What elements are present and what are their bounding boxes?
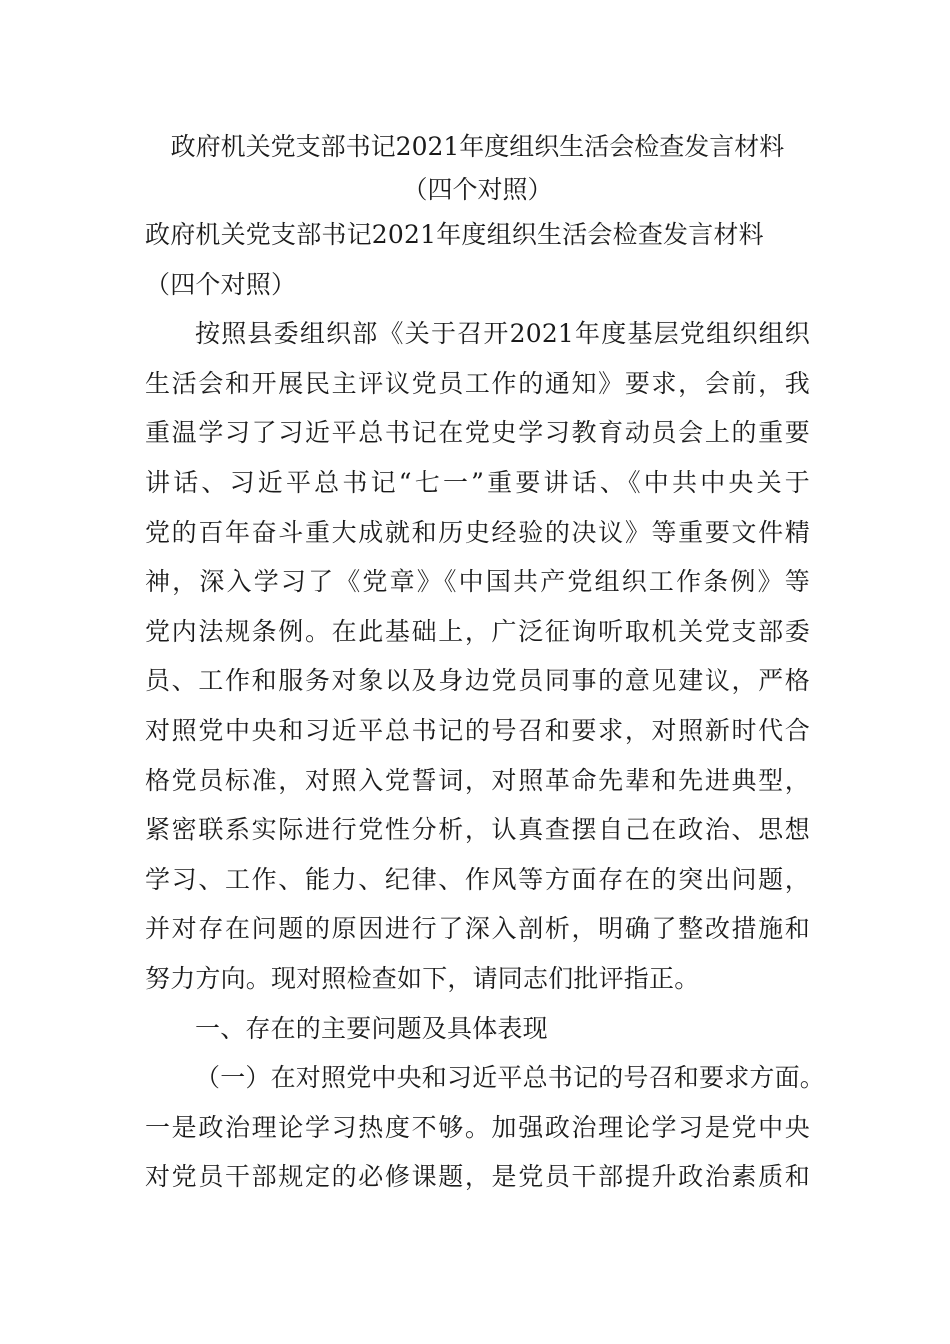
paragraph-line: 格党员标准，对照入党誓词，对照革命先辈和先进典型， [145,765,810,795]
paragraph-line: 党内法规条例。在此基础上，广泛征询听取机关党支部委 [145,616,810,646]
section-heading-block [145,1004,826,1103]
paragraph-line: 紧密联系实际进行党性分析，认真查摆自己在政治、思想 [145,815,810,845]
paragraph-line: 并对存在问题的原因进行了深入剖析，明确了整改措施和 [145,914,810,944]
paragraph-line: 讲话、习近平总书记“七一”重要讲话、《中共中央关于 [145,467,810,497]
repeated-title [145,210,810,309]
subsection-heading: （一）在对照党中央和习近平总书记的号召和要求方面。 [195,1063,826,1093]
paragraph-line: 努力方向。现对照检查如下，请同志们批评指正。 [145,963,700,993]
paragraph-line: 神，深入学习了《党章》《中国共产党组织工作条例》等 [145,567,810,597]
paragraph-line: 对照党中央和习近平总书记的号召和要求，对照新时代合 [145,715,810,745]
paragraph-intro [145,309,810,1003]
paragraph-line: 学习、工作、能力、纪律、作风等方面存在的突出问题， [145,864,810,894]
paragraph-line: 按照县委组织部《关于召开2021年度基层党组织组织 [195,319,810,349]
paragraph-line: 一是政治理论学习热度不够。加强政治理论学习是党中央 [145,1112,810,1142]
repeated-title-line-1: 政府机关党支部书记2021年度组织生活会检查发言材料 [145,220,764,249]
paragraph-line: 员、工作和服务对象以及身边党员同事的意见建议，严格 [145,666,810,696]
title-line-2: （四个对照） [402,175,553,204]
paragraph-line: 党的百年奋斗重大成就和历史经验的决议》等重要文件精 [145,517,810,547]
repeated-title-line-2: （四个对照） [145,269,297,299]
title-line-1: 政府机关党支部书记2021年度组织生活会检查发言材料 [170,132,785,161]
section-heading: 一、存在的主要问题及具体表现 [195,1013,548,1043]
paragraph-line: 对党员干部规定的必修课题，是党员干部提升政治素质和 [145,1162,810,1192]
paragraph-line: 生活会和开展民主评议党员工作的通知》要求，会前，我 [145,368,810,398]
document-title [145,128,810,208]
paragraph-problem-1 [145,1103,810,1202]
paragraph-line: 重温学习了习近平总书记在党史学习教育动员会上的重要 [145,418,810,448]
